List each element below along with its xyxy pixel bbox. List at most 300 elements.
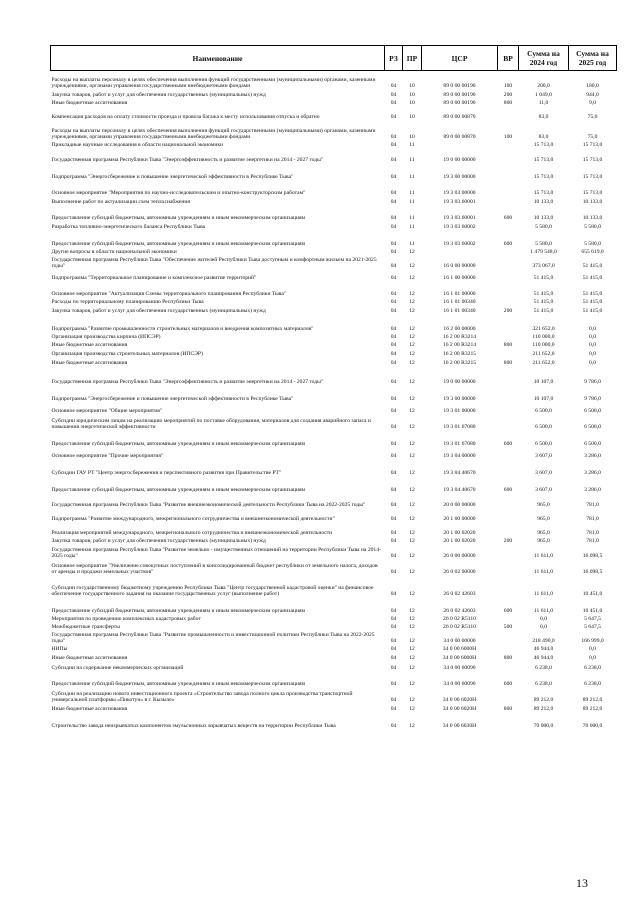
table-row — [51, 415, 617, 431]
row-sum-2025: 180,0 — [586, 83, 599, 90]
row-sum-2024: 10 133,0 — [533, 199, 554, 206]
row-sum-2025: 781,0 — [586, 502, 599, 509]
table-row — [51, 231, 617, 248]
row-name: Организация производства кирпича (ИПСЭР) — [51, 334, 161, 341]
table-row — [51, 349, 617, 358]
row-sum-2024: 51 415,0 — [533, 299, 554, 306]
row-name: НИПы — [51, 646, 68, 653]
row-sum-2024: 11 611,0 — [533, 569, 554, 576]
row-sum-2024: 89 212,0 — [533, 706, 554, 713]
row-name: Государственная программа Республики Тыва "Энергоэффективность и развитие энергетики на 2014 - 2027 годы" — [51, 379, 324, 386]
row-pr: 12 — [409, 553, 415, 560]
row-rz: 04 — [390, 342, 397, 349]
row-sum-2025: 5 647,5 — [584, 616, 601, 623]
row-sum-2024: 200,0 — [537, 83, 550, 90]
row-csr: 34 0 00 6020Н — [442, 697, 477, 704]
row-rz: 04 — [390, 665, 397, 672]
row-sum-2025: 0,0 — [589, 342, 596, 349]
row-vr: 600 — [503, 241, 513, 248]
row-csr: 16 1 00 00000 — [443, 275, 476, 282]
row-sum-2025: 51 415,0 — [582, 275, 603, 282]
row-csr: 26 0 02 42603 — [443, 591, 476, 598]
row-pr: 12 — [409, 516, 415, 523]
row-vr — [498, 545, 519, 560]
table-row — [51, 181, 617, 197]
row-sum-2024: 965,0 — [537, 502, 550, 509]
row-pr: 12 — [409, 624, 415, 631]
row-pr: 12 — [409, 334, 415, 341]
row-name: Иные бюджетные ассигнования — [51, 342, 128, 349]
table-row — [51, 537, 617, 545]
row-rz: 04 — [390, 624, 397, 631]
row-vr — [498, 298, 519, 306]
row-sum-2025: 5 647,5 — [584, 624, 601, 631]
row-pr: 11 — [409, 157, 415, 164]
table-row — [51, 494, 617, 509]
row-vr — [498, 415, 519, 431]
row-csr: 34 0 00 60090 — [443, 665, 476, 672]
row-sum-2025: 10 133,0 — [582, 199, 603, 206]
row-vr: 800 — [503, 342, 513, 349]
row-name: Предоставление субсидий бюджетным, автономным учреждениям и иным некоммерческим организациям — [51, 215, 306, 222]
row-csr: 16 2 00 00000 — [443, 326, 476, 333]
row-sum-2024: 15 713,0 — [533, 174, 554, 181]
row-rz: 04 — [390, 530, 397, 537]
row-sum-2025: 944,0 — [586, 92, 599, 99]
row-sum-2024: 70 000,0 — [533, 723, 554, 730]
row-csr: 19 3 03 60002 — [443, 224, 476, 231]
row-csr: 19 3 03 60001 — [443, 215, 476, 222]
table-row — [51, 653, 617, 662]
table-row — [51, 333, 617, 341]
table-row — [51, 704, 617, 713]
row-sum-2024: 373 067,0 — [532, 263, 555, 270]
row-sum-2024: 6 500,0 — [535, 424, 552, 431]
table-row — [51, 71, 617, 90]
row-csr: 19 3 04 40670 — [443, 470, 476, 477]
row-sum-2025: 781,0 — [586, 538, 599, 545]
row-rz: 04 — [390, 379, 397, 386]
row-name: Организация производства строительных материалов (ИПСЭР) — [51, 351, 203, 358]
row-sum-2025: 75,0 — [587, 114, 598, 121]
row-pr: 12 — [409, 291, 415, 298]
row-vr — [498, 688, 519, 704]
row-pr: 12 — [409, 470, 415, 477]
row-pr: 12 — [409, 396, 415, 403]
row-sum-2024: 6 500,0 — [535, 441, 552, 448]
row-pr: 11 — [409, 142, 415, 149]
row-csr: 16 1 01 00000 — [443, 291, 476, 298]
row-vr — [498, 713, 519, 730]
table-row — [51, 270, 617, 282]
row-pr: 12 — [409, 608, 415, 615]
row-vr — [498, 615, 519, 623]
row-pr: 12 — [409, 502, 415, 509]
row-vr — [498, 141, 519, 149]
row-pr: 12 — [409, 697, 415, 704]
row-rz: 04 — [390, 114, 397, 121]
row-sum-2025: 781,0 — [586, 530, 599, 537]
row-rz: 04 — [390, 174, 397, 181]
row-rz: 04 — [390, 608, 397, 615]
table-row — [51, 222, 617, 231]
table-row — [51, 523, 617, 537]
row-csr: 34 0 00 6000Н — [442, 646, 477, 653]
table-row — [51, 306, 617, 315]
row-sum-2025: 10 451,0 — [582, 608, 603, 615]
row-csr — [422, 248, 498, 256]
row-rz: 04 — [390, 424, 397, 431]
row-sum-2024: 89 212,0 — [533, 697, 554, 704]
row-csr: 19 3 01 67080 — [443, 424, 476, 431]
row-pr: 12 — [409, 530, 415, 537]
row-rz: 04 — [390, 351, 397, 358]
table-row — [51, 358, 617, 367]
row-csr: 20 1 00 00000 — [443, 516, 476, 523]
row-vr — [498, 197, 519, 206]
row-sum-2024: 10 107,0 — [533, 396, 554, 403]
row-vr: 600 — [503, 487, 513, 494]
row-pr: 12 — [409, 569, 415, 576]
row-sum-2024: 11,0 — [538, 100, 549, 107]
row-name: Государственная программа Республики Тыва "Развитие внешнеэкономической деятельности Республики Тыва на 2022-2025 годы" — [51, 502, 366, 509]
row-rz: 04 — [390, 408, 397, 415]
row-rz: 04 — [390, 538, 397, 545]
table-body — [51, 71, 617, 730]
row-vr: 200 — [503, 308, 513, 315]
row-pr: 12 — [409, 342, 415, 349]
row-vr — [498, 349, 519, 358]
row-csr: 16 2 00 R3215 — [442, 360, 477, 367]
row-vr: 800 — [503, 100, 513, 107]
row-rz: 04 — [390, 263, 397, 270]
row-sum-2025: 15 713,0 — [582, 174, 603, 181]
row-pr: 12 — [409, 616, 415, 623]
row-csr: 26 0 02 00000 — [443, 569, 476, 576]
row-pr: 12 — [409, 538, 415, 545]
row-rz: 04 — [390, 723, 397, 730]
row-rz: 04 — [390, 553, 397, 560]
row-name: Субсидии на реализацию нового инвестиционного проекта «Строительство завода полного цикла производства транспортной универсальной платформы «Пикотун» в г. Кызыле» — [51, 690, 353, 704]
table-row — [51, 645, 617, 653]
row-vr — [498, 333, 519, 341]
row-sum-2025: 3 286,0 — [584, 453, 601, 460]
row-pr: 10 — [409, 92, 415, 99]
header-name: Наименование — [51, 46, 385, 71]
row-sum-2025: 10 451,0 — [582, 591, 603, 598]
row-sum-2024: 1 479 548,0 — [530, 249, 557, 256]
row-rz: 04 — [390, 453, 397, 460]
row-vr — [498, 270, 519, 282]
row-sum-2025: 6 238,0 — [584, 665, 601, 672]
row-csr: 19 3 03 60001 — [443, 199, 476, 206]
row-csr: 34 0 00 6020Н — [442, 706, 477, 713]
row-vr — [498, 367, 519, 386]
row-sum-2025: 89 212,0 — [582, 697, 603, 704]
row-sum-2025: 15 713,0 — [582, 157, 603, 164]
row-sum-2025: 5 580,0 — [584, 224, 601, 231]
row-pr: 12 — [409, 379, 415, 386]
row-name: Выполнение работ по актуализации схем теплоснабжения — [51, 199, 190, 206]
row-csr: 34 0 00 6000Н — [442, 655, 477, 662]
row-name: Субсидии ГАУ РТ "Центр энергосбережения и перспективного развития при Правительстве РТ" — [51, 470, 282, 477]
row-rz: 04 — [390, 83, 397, 90]
row-vr — [498, 282, 519, 298]
table-row — [51, 631, 617, 645]
row-sum-2024: 211 652,0 — [532, 360, 555, 367]
row-name: Реализация мероприятий международного, межрегионального сотрудничества и внешнеэкономической деятельности — [51, 530, 333, 537]
row-sum-2024: 3 607,0 — [535, 453, 552, 460]
row-rz: 04 — [390, 134, 397, 141]
row-sum-2024: 10 133,0 — [533, 215, 554, 222]
row-name: Государственная программа Республики Тыва "Обеспечение жителей Республики Тыва доступным и комфортным жильем на 2021-2025 годы" — [51, 256, 377, 270]
row-vr — [498, 256, 519, 270]
row-csr: 19 3 03 00000 — [443, 190, 476, 197]
row-csr: 89 0 00 00190 — [443, 92, 476, 99]
row-csr: 19 3 00 00000 — [443, 396, 476, 403]
row-vr: 800 — [503, 655, 513, 662]
table-row — [51, 282, 617, 298]
row-rz: 04 — [390, 470, 397, 477]
row-sum-2025: 75,0 — [587, 134, 598, 141]
table-row — [51, 403, 617, 415]
table-row — [51, 623, 617, 631]
row-name: Мероприятия по проведению комплексных кадастровых работ — [51, 616, 201, 623]
table-row — [51, 615, 617, 623]
row-vr — [498, 631, 519, 645]
row-csr: 19 3 03 60002 — [443, 241, 476, 248]
row-name: Иные бюджетные ассигнования — [51, 706, 128, 713]
row-pr: 12 — [409, 441, 415, 448]
row-vr — [498, 560, 519, 576]
row-pr: 11 — [409, 174, 415, 181]
row-csr: 16 0 00 00000 — [443, 263, 476, 270]
row-vr — [498, 315, 519, 333]
row-sum-2024: 5 580,0 — [535, 241, 552, 248]
row-vr — [498, 164, 519, 181]
header-csr: ЦСР — [422, 46, 498, 71]
row-csr: 16 2 00 R3214 — [442, 334, 477, 341]
row-sum-2024: 6 238,0 — [535, 681, 552, 688]
row-vr — [498, 509, 519, 523]
row-vr — [498, 523, 519, 537]
row-sum-2025: 0,0 — [589, 646, 596, 653]
row-sum-2024: 3 607,0 — [535, 487, 552, 494]
row-vr: 600 — [503, 441, 513, 448]
row-pr: 12 — [409, 351, 415, 358]
row-vr: 600 — [503, 215, 513, 222]
row-name: Расходы по территориальному планированию Республики Тыва — [51, 299, 204, 306]
row-sum-2025: 15 713,0 — [582, 142, 603, 149]
row-sum-2025: 0,0 — [589, 326, 596, 333]
row-rz: 04 — [390, 502, 397, 509]
row-sum-2025: 5 580,0 — [584, 241, 601, 248]
budget-table-sheet — [50, 45, 616, 730]
table-row — [51, 149, 617, 164]
row-csr: 19 3 01 00000 — [443, 408, 476, 415]
row-name: Подпрограмма "Энергосбережение и повышение энергетической эффективности в Республике Тыва" — [51, 174, 294, 181]
row-name: Строительство завода неизрывчатых компонентов эмульсионных взрывчатых веществ на территории Республики Тыва — [51, 723, 336, 730]
row-sum-2025: 51 415,0 — [582, 299, 603, 306]
row-sum-2024: 51 415,0 — [533, 308, 554, 315]
row-pr: 12 — [409, 326, 415, 333]
row-sum-2024: 46 944,0 — [533, 646, 554, 653]
row-sum-2024: 0,0 — [540, 624, 547, 631]
row-csr: 16 2 00 R3214 — [442, 342, 477, 349]
row-sum-2025: 3 286,0 — [584, 470, 601, 477]
row-csr: 16 1 01 00340 — [443, 299, 476, 306]
table-header-row — [51, 46, 617, 71]
row-vr — [498, 460, 519, 477]
row-csr: 34 0 00 60090 — [443, 681, 476, 688]
row-rz: 04 — [390, 190, 397, 197]
row-rz: 04 — [390, 591, 397, 598]
row-rz: 04 — [390, 92, 397, 99]
row-sum-2024: 5 580,0 — [535, 224, 552, 231]
table-row — [51, 256, 617, 270]
row-pr: 11 — [409, 224, 415, 231]
row-rz: 04 — [390, 249, 397, 256]
row-pr: 12 — [409, 591, 415, 598]
row-pr: 12 — [409, 308, 415, 315]
row-sum-2025: 89 212,0 — [582, 706, 603, 713]
row-name: Межбюджетные трансферты — [51, 624, 120, 631]
row-pr: 10 — [409, 114, 415, 121]
table-row — [51, 121, 617, 141]
header-sum-2025: Сумма на 2025 год — [569, 46, 617, 71]
row-sum-2024: 15 713,0 — [533, 157, 554, 164]
row-sum-2024: 110 000,0 — [532, 342, 555, 349]
row-csr: 19 3 00 00000 — [443, 174, 476, 181]
row-rz: 04 — [390, 646, 397, 653]
row-csr: 16 1 01 00340 — [443, 308, 476, 315]
row-pr: 12 — [409, 655, 415, 662]
row-vr — [498, 448, 519, 460]
row-sum-2025: 9 786,0 — [584, 379, 601, 386]
row-name: Основное мероприятие "Актуализация Схемы территориального планирования Республики Тыва" — [51, 291, 287, 298]
row-pr: 10 — [409, 83, 415, 90]
row-rz: 04 — [390, 241, 397, 248]
row-name: Предоставление субсидий бюджетным, автономным учреждениям и иным некоммерческим организациям — [51, 681, 306, 688]
table-row — [51, 367, 617, 386]
row-sum-2025: 51 415,0 — [582, 291, 603, 298]
table-row — [51, 576, 617, 598]
row-sum-2024: 11 611,0 — [533, 553, 554, 560]
row-csr: 20 1 00 02020 — [443, 530, 476, 537]
row-sum-2024: 11 611,0 — [533, 608, 554, 615]
row-sum-2024: 15 713,0 — [533, 190, 554, 197]
row-csr — [422, 141, 498, 149]
row-sum-2024: 83,0 — [538, 134, 549, 141]
table-row — [51, 477, 617, 494]
row-sum-2024: 1 049,0 — [535, 92, 552, 99]
row-sum-2024: 965,0 — [537, 516, 550, 523]
row-sum-2025: 16 098,5 — [582, 569, 603, 576]
row-rz: 04 — [390, 706, 397, 713]
row-rz: 04 — [390, 299, 397, 306]
row-name: Основное мероприятие "Увеличение совокупных поступлений в консолидированный бюджет республики от земельного налога, доходов от аренды и продажи земельных участков" — [51, 562, 378, 576]
row-vr: 100 — [503, 83, 513, 90]
table-row — [51, 386, 617, 403]
table-row — [51, 298, 617, 306]
page-number: 13 — [576, 876, 588, 890]
row-sum-2025: 70 000,0 — [582, 723, 603, 730]
table-row — [51, 560, 617, 576]
row-vr: 600 — [503, 681, 513, 688]
row-name: Подпрограмма "Энергосбережение и повышение энергетической эффективности в Республике Тыва" — [51, 396, 294, 403]
table-row — [51, 99, 617, 107]
table-row — [51, 598, 617, 615]
row-pr: 12 — [409, 646, 415, 653]
row-csr: 26 0 02 R5110 — [443, 624, 476, 631]
row-name: Иные бюджетные ассигнования — [51, 360, 128, 367]
row-vr — [498, 222, 519, 231]
row-sum-2024: 51 415,0 — [533, 291, 554, 298]
row-name: Закупка товаров, работ и услуг для обеспечения государственных (муниципальных) нужд — [51, 538, 266, 545]
row-rz: 04 — [390, 326, 397, 333]
row-sum-2024: 211 652,0 — [532, 351, 555, 358]
row-rz: 04 — [390, 275, 397, 282]
row-pr: 12 — [409, 408, 415, 415]
row-vr — [498, 149, 519, 164]
row-sum-2025: 0,0 — [589, 334, 596, 341]
row-vr: 800 — [503, 360, 513, 367]
table-row — [51, 197, 617, 206]
row-rz: 04 — [390, 638, 397, 645]
row-pr: 12 — [409, 249, 415, 256]
row-rz: 04 — [390, 360, 397, 367]
row-name: Субсидии юридическим лицам на реализацию мероприятий по поставке оборудования, материалов для создания аварийного запаса и повышения энергетической эффективности — [51, 417, 371, 431]
table-row — [51, 141, 617, 149]
row-rz: 04 — [390, 142, 397, 149]
row-sum-2025: 15 713,0 — [582, 190, 603, 197]
row-rz: 04 — [390, 655, 397, 662]
row-sum-2024: 965,0 — [537, 530, 550, 537]
row-rz: 04 — [390, 100, 397, 107]
row-rz: 04 — [390, 199, 397, 206]
row-name: Компенсация расходов на оплату стоимости проезда и провоза багажа к месту использования отпуска и обратно — [51, 114, 320, 121]
row-name: Расходы на выплаты персоналу в целях обеспечения выполнения функций государственными (муниципальными) органами, казенными учреждениями, органами управления государственными внебюджетными фондами — [51, 76, 376, 90]
row-vr — [498, 403, 519, 415]
row-rz: 04 — [390, 224, 397, 231]
row-csr: 20 0 00 00000 — [443, 502, 476, 509]
row-vr — [498, 494, 519, 509]
row-sum-2025: 6 238,0 — [584, 681, 601, 688]
row-pr: 12 — [409, 360, 415, 367]
row-name: Прикладные научные исследования в области национальной экономики — [51, 142, 224, 149]
row-name: Предоставление субсидий бюджетным, автономным учреждениям и иным некоммерческим организациям — [51, 487, 306, 494]
row-pr: 12 — [409, 424, 415, 431]
table-row — [51, 341, 617, 349]
row-name: Предоставление субсидий бюджетным, автономным учреждениям и иным некоммерческим организациям — [51, 441, 306, 448]
row-sum-2024: 15 713,0 — [533, 142, 554, 149]
row-csr: 19 0 00 00000 — [443, 157, 476, 164]
table-row — [51, 448, 617, 460]
row-vr — [498, 181, 519, 197]
row-csr: 16 2 00 R3215 — [442, 351, 477, 358]
table-row — [51, 545, 617, 560]
row-sum-2024: 83,0 — [538, 114, 549, 121]
row-name: Закупка товаров, работ и услуг для обеспечения государственных (муниципальных) нужд — [51, 92, 266, 99]
row-sum-2025: 166 999,0 — [581, 638, 604, 645]
row-name: Подпрограмма "Развитие промышленности строительных материалов и внедрения композитных материалов" — [51, 326, 314, 333]
row-sum-2025: 0,0 — [589, 360, 596, 367]
row-rz: 04 — [390, 441, 397, 448]
row-pr: 12 — [409, 263, 415, 270]
row-pr: 12 — [409, 299, 415, 306]
row-rz: 04 — [390, 616, 397, 623]
row-pr: 11 — [409, 190, 415, 197]
